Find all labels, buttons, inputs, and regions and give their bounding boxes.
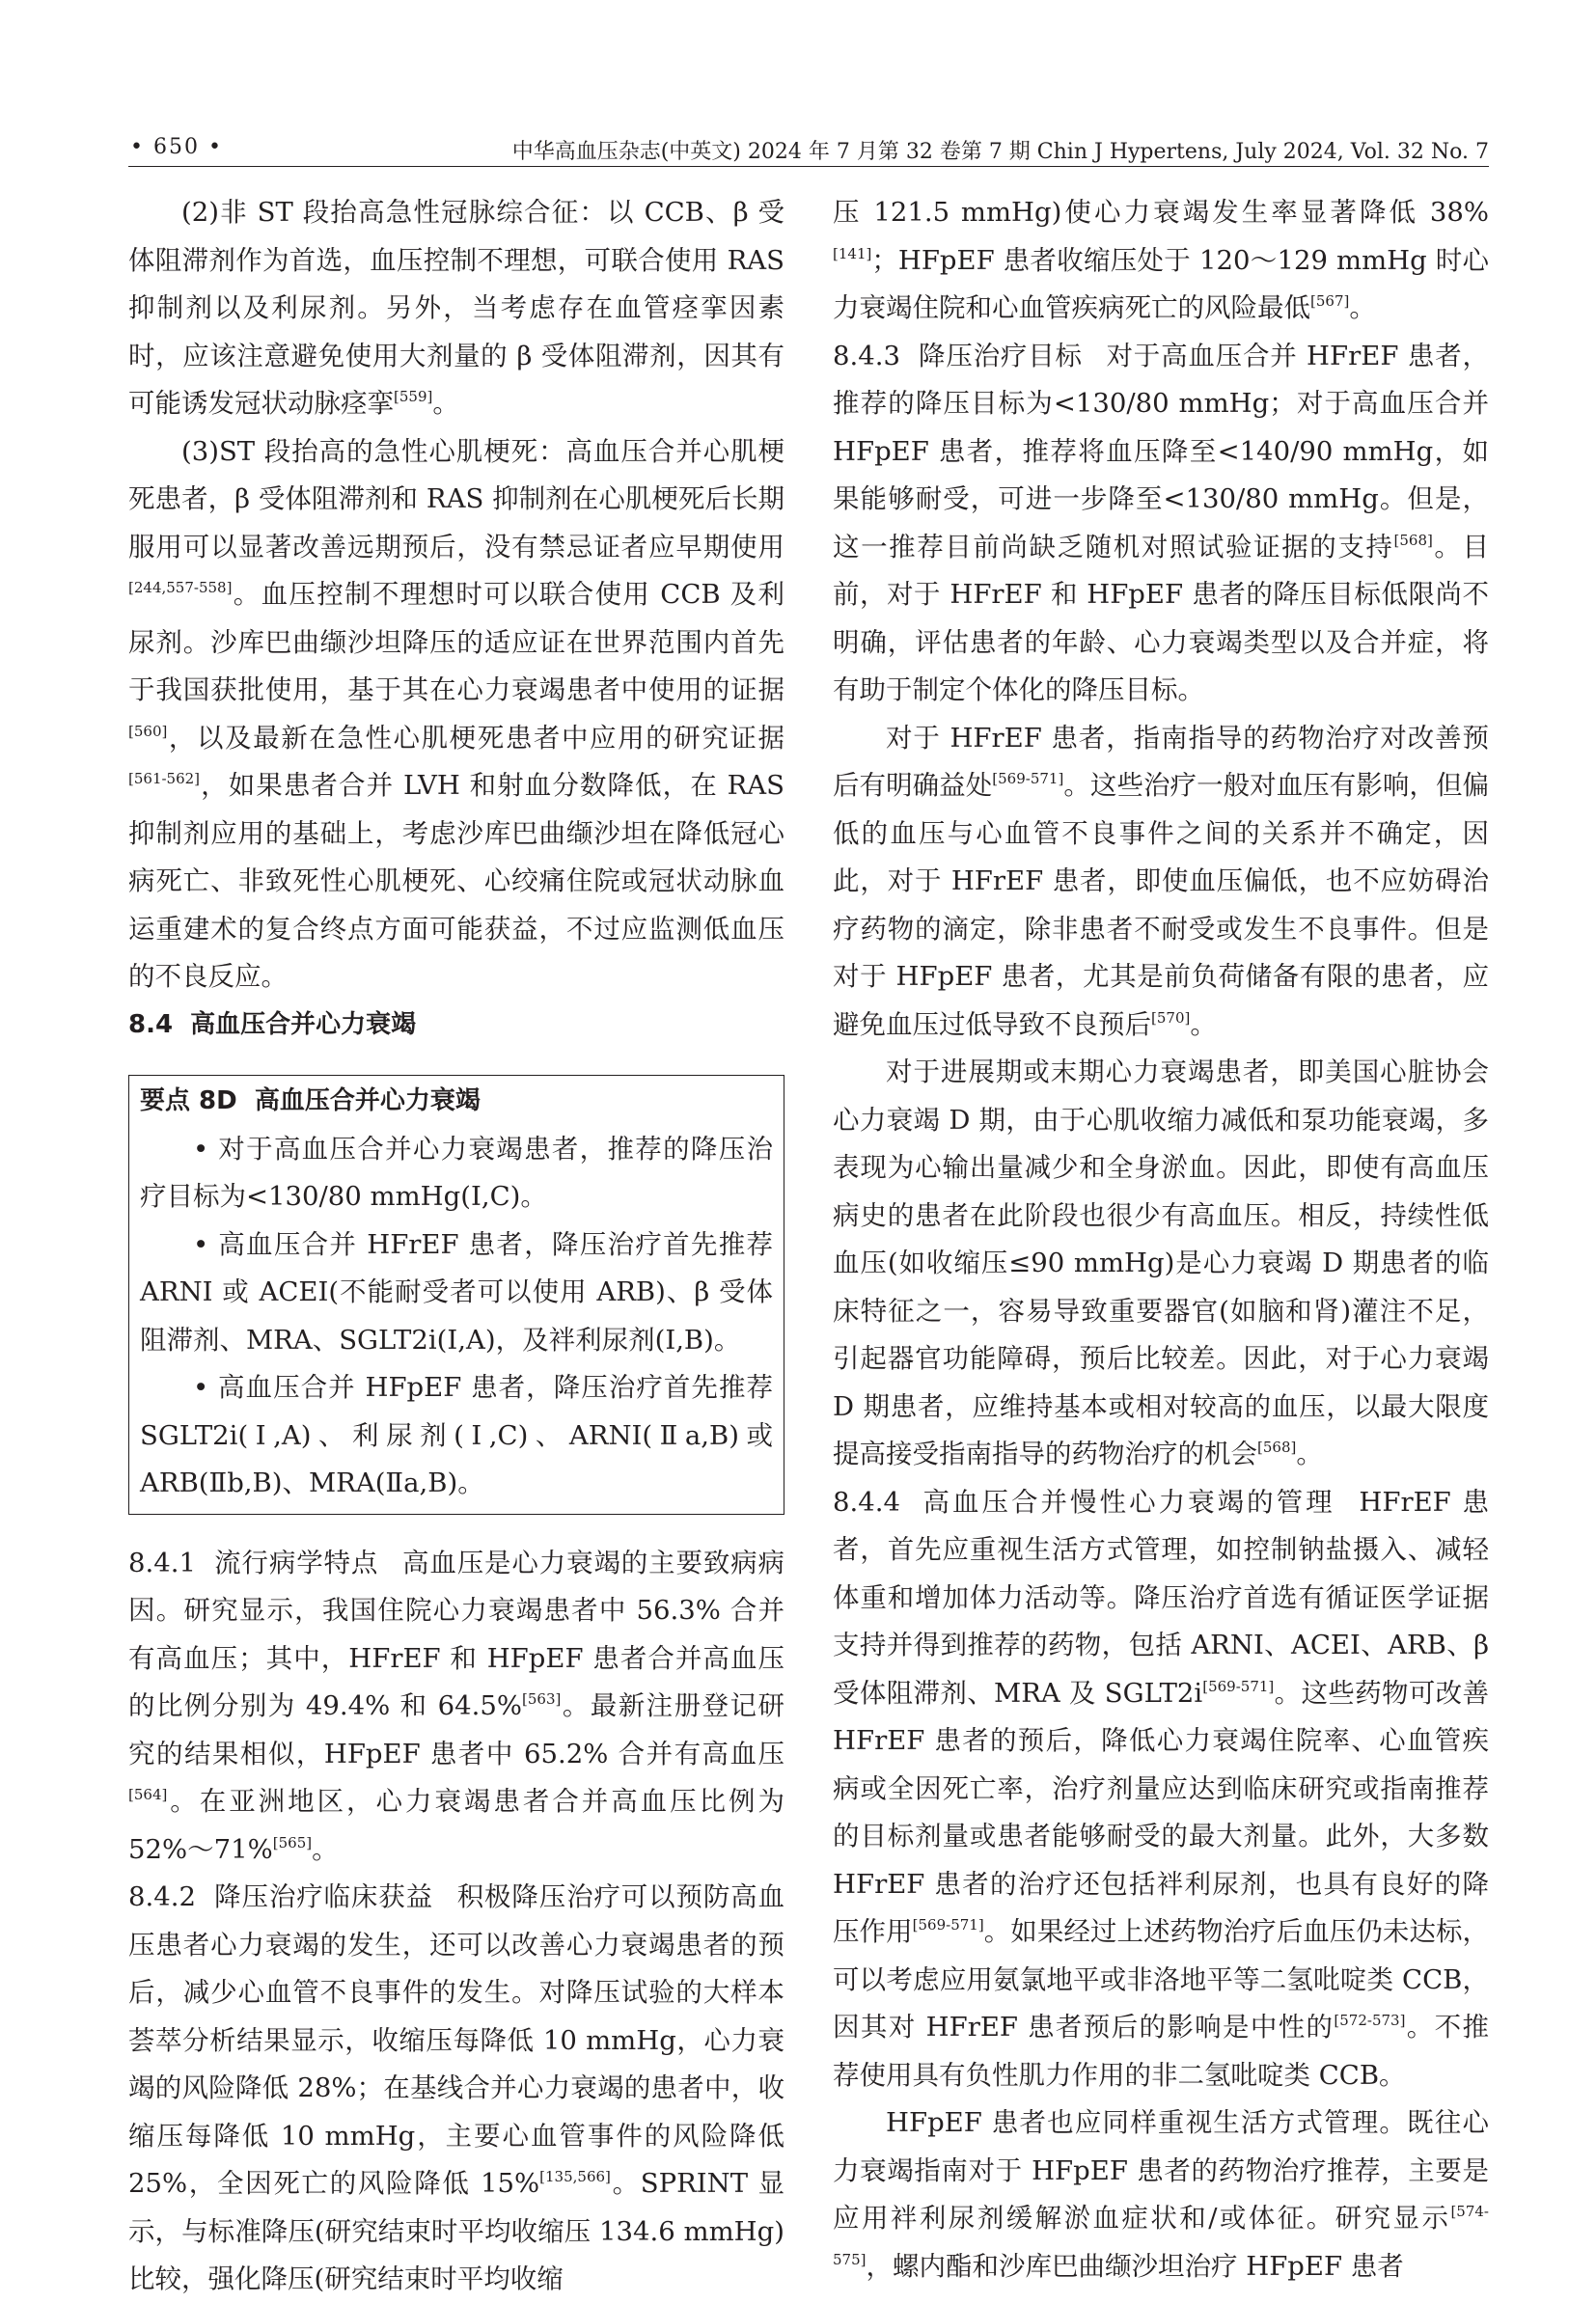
citation-ref[interactable]: [141]	[833, 244, 872, 262]
citation-ref[interactable]: [569-571]	[1202, 1677, 1275, 1695]
paragraph-stemi: (3)ST 段抬高的急性心肌梗死：高血压合并心肌梗死患者，β 受体阻滞剂和 RAS 抑制剂在心肌梗死后长期服用可以显著改善远期预后，没有禁忌证者应早期使用[244,557-558]。血压控制不理想时可以联合使用 CCB 及利尿剂。沙库巴曲缬沙坦降压的适应证在世界范围内首先于我国获批使用，基于其在心力衰竭患者中使用的证据[560]，以及最新在急性心肌梗死患者中应用的研究证据[561-562]，如果患者合并 LVH 和射血分数降低，在 RAS 抑制剂应用的基础上，考虑沙库巴曲缬沙坦在降低冠心病死亡、非致死性心肌梗死、心绞痛住院或冠状动脉血运重建术的复合终点方面可能获益，不过应监测低血压的不良反应。	[128, 435, 784, 992]
citation-ref[interactable]: [559]	[394, 388, 433, 405]
paragraph-stage-d: 对于进展期或末期心力衰竭患者，即美国心脏协会心力衰竭 D 期，由于心肌收缩力减低和泵功能衰竭，多表现为心输出量减少和全身淤血。因此，即使有高血压病史的患者在此阶段也很少有高血压。相反，持续性低血压(如收缩压≤90 mmHg)是心力衰竭 D 期患者的临床特征之一，容易导致重要器官(如脑和肾)灌注不足，引起器官功能障碍，预后比较差。因此，对于心力衰竭 D 期患者，应维持基本或相对较高的血压，以最大限度提高接受指南指导的药物治疗的机会[568]。	[833, 1056, 1489, 1469]
citation-ref[interactable]: [570]	[1151, 1008, 1191, 1027]
citation-ref[interactable]: [244,557-558]	[128, 579, 233, 596]
left-column	[128, 189, 784, 2304]
citation-ref[interactable]: [564]	[128, 1786, 168, 1803]
key-points-box	[128, 1075, 784, 1515]
subsection-8-4-1: 8.4.1 流行病学特点 高血压是心力衰竭的主要致病病因。研究显示，我国住院心力衰竭患者中 56.3% 合并有高血压；其中，HFrEF 和 HFpEF 患者合并高血压的比例分别为 49.4% 和 64.5%[563]。最新注册登记研究的结果相似，HFpEF 患者中 65.2% 合并有高血压[564]。在亚洲地区，心力衰竭患者合并高血压比例为 52%～71%[565]。	[128, 1547, 785, 1865]
subsection-8-4-2: 8.4.2 降压治疗临床获益 积极降压治疗可以预防高血压患者心力衰竭的发生，还可以改善心力衰竭患者的预后，减少心血管不良事件的发生。对降压试验的大样本荟萃分析结果显示，收缩压每降低 10 mmHg，心力衰竭的风险降低 28%；在基线合并心力衰竭的患者中，收缩压每降低 10 mmHg，主要心血管事件的风险降低 25%，全因死亡的风险降低 15%[135,566]。SPRINT 显示，与标准降压(研究结束时平均收缩压 134.6 mmHg)比较，强化降压(研究结束时平均收缩	[128, 1881, 785, 2294]
subsection-8-4-3: 8.4.3 降压治疗目标 对于高血压合并 HFrEF 患者，推荐的降压目标为<130/80 mmHg；对于高血压合并 HFpEF 患者，推荐将血压降至<140/90 mmHg，如果能够耐受，可进一步降至<130/80 mmHg。但是，这一推荐目前尚缺乏随机对照试验证据的支持[568]。目前，对于 HFrEF 和 HFpEF 患者的降压目标低限尚不明确，评估患者的年龄、心力衰竭类型以及合并症，将有助于制定个体化的降压目标。	[833, 340, 1490, 705]
subsection-8-4-4: 8.4.4 高血压合并慢性心力衰竭的管理 HFrEF 患者，首先应重视生活方式管理，如控制钠盐摄入、减轻体重和增加体力活动等。降压治疗首选有循证医学证据支持并得到推荐的药物，包括 ARNI、ACEI、ARB、β 受体阻滞剂、MRA 及 SGLT2i[569-571]。这些药物可改善 HFrEF 患者的预后，降低心力衰竭住院率、心血管疾病或全因死亡率，治疗剂量应达到临床研究或指南推荐的目标剂量或患者能够耐受的最大剂量。此外，大多数 HFrEF 患者的治疗还包括袢利尿剂，也具有良好的降压作用[569-571]。如果经过上述药物治疗后血压仍未达标，可以考虑应用氨氯地平或非洛地平等二氢吡啶类 CCB，因其对 HFrEF 患者预后的影响是中性的[572-573]。不推荐使用具有负性肌力作用的非二氢吡啶类 CCB。	[833, 1486, 1490, 2091]
citation-ref[interactable]: [568]	[1393, 531, 1433, 549]
paragraph-continued: 压 121.5 mmHg)使心力衰竭发生率显著降低 38%[141]；HFpEF 患者收缩压处于 120～129 mmHg 时心力衰竭住院和心血管疾病死亡的风险最低[567]。	[833, 197, 1489, 323]
citation-ref[interactable]: [569-571]	[992, 770, 1064, 787]
citation-ref[interactable]: [565]	[272, 1833, 313, 1851]
key-point-item: • 对于高血压合并心力衰竭患者，推荐的降压治疗目标为<130/80 mmHg(Ⅰ,C)。	[140, 1133, 773, 1212]
citation-ref[interactable]: [569-571]	[912, 1916, 984, 1934]
citation-ref[interactable]: [574-575]	[833, 2203, 1489, 2268]
journal-citation: 中华高血压杂志(中英文) 2024 年 7 月第 32 卷第 7 期 Chin J Hypertens, July 2024, Vol. 32 No. 7	[511, 140, 1489, 164]
key-points-title: 要点 8D 高血压合并心力衰竭	[140, 1086, 481, 1115]
citation-ref[interactable]: [560]	[128, 722, 168, 740]
citation-ref[interactable]: [567]	[1310, 292, 1350, 310]
paragraph-non-st-acs: (2)非 ST 段抬高急性冠脉综合征：以 CCB、β 受体阻滞剂作为首选，血压控制不理想，可联合使用 RAS 抑制剂以及利尿剂。另外，当考虑存在血管痉挛因素时，应该注意避免使用大剂量的 β 受体阻滞剂，因其有可能诱发冠状动脉痉挛[559]。	[128, 197, 784, 419]
page-number: • 650 •	[130, 135, 223, 159]
right-column	[833, 189, 1489, 2290]
citation-ref[interactable]: [568]	[1257, 1439, 1297, 1456]
citation-ref[interactable]: [135,566]	[539, 2168, 611, 2185]
key-point-item: • 高血压合并 HFrEF 患者，降压治疗首先推荐 ARNI 或 ACEI(不能耐受者可以使用 ARB)、β 受体阻滞剂、MRA、SGLT2i(Ⅰ,A)，及袢利尿剂(Ⅰ,B)。	[140, 1228, 773, 1356]
section-heading-8-4: 8.4 高血压合并心力衰竭	[128, 1009, 417, 1039]
citation-ref[interactable]: [563]	[522, 1690, 562, 1708]
paragraph-hfref-gdmt: 对于 HFrEF 患者，指南指导的药物治疗对改善预后有明确益处[569-571]。这些治疗一般对血压有影响，但偏低的血压与心血管不良事件之间的关系并不确定，因此，对于 HFrEF 患者，即使血压偏低，也不应妨碍治疗药物的滴定，除非患者不耐受或发生不良事件。但是对于 HFpEF 患者，尤其是前负荷储备有限的患者，应避免血压过低导致不良预后[570]。	[833, 722, 1490, 1040]
key-point-item: • 高血压合并 HFpEF 患者，降压治疗首先推荐 SGLT2i(Ⅰ,A)、利尿剂(Ⅰ,C)、ARNI(Ⅱa,B)或 ARB(Ⅱb,B)、MRA(Ⅱa,B)。	[140, 1372, 773, 1498]
paragraph-hfpef: HFpEF 患者也应同样重视生活方式管理。既往心力衰竭指南对于 HFpEF 患者的药物治疗推荐，主要是应用袢利尿剂缓解淤血症状和/或体征。研究显示[574-575]，螺内酯和沙库巴曲缬沙坦治疗 HFpEF 患者	[833, 2107, 1489, 2282]
citation-ref[interactable]: [561-562]	[128, 770, 201, 787]
citation-ref[interactable]: [572-573]	[1334, 2012, 1406, 2029]
running-header	[128, 127, 1489, 167]
